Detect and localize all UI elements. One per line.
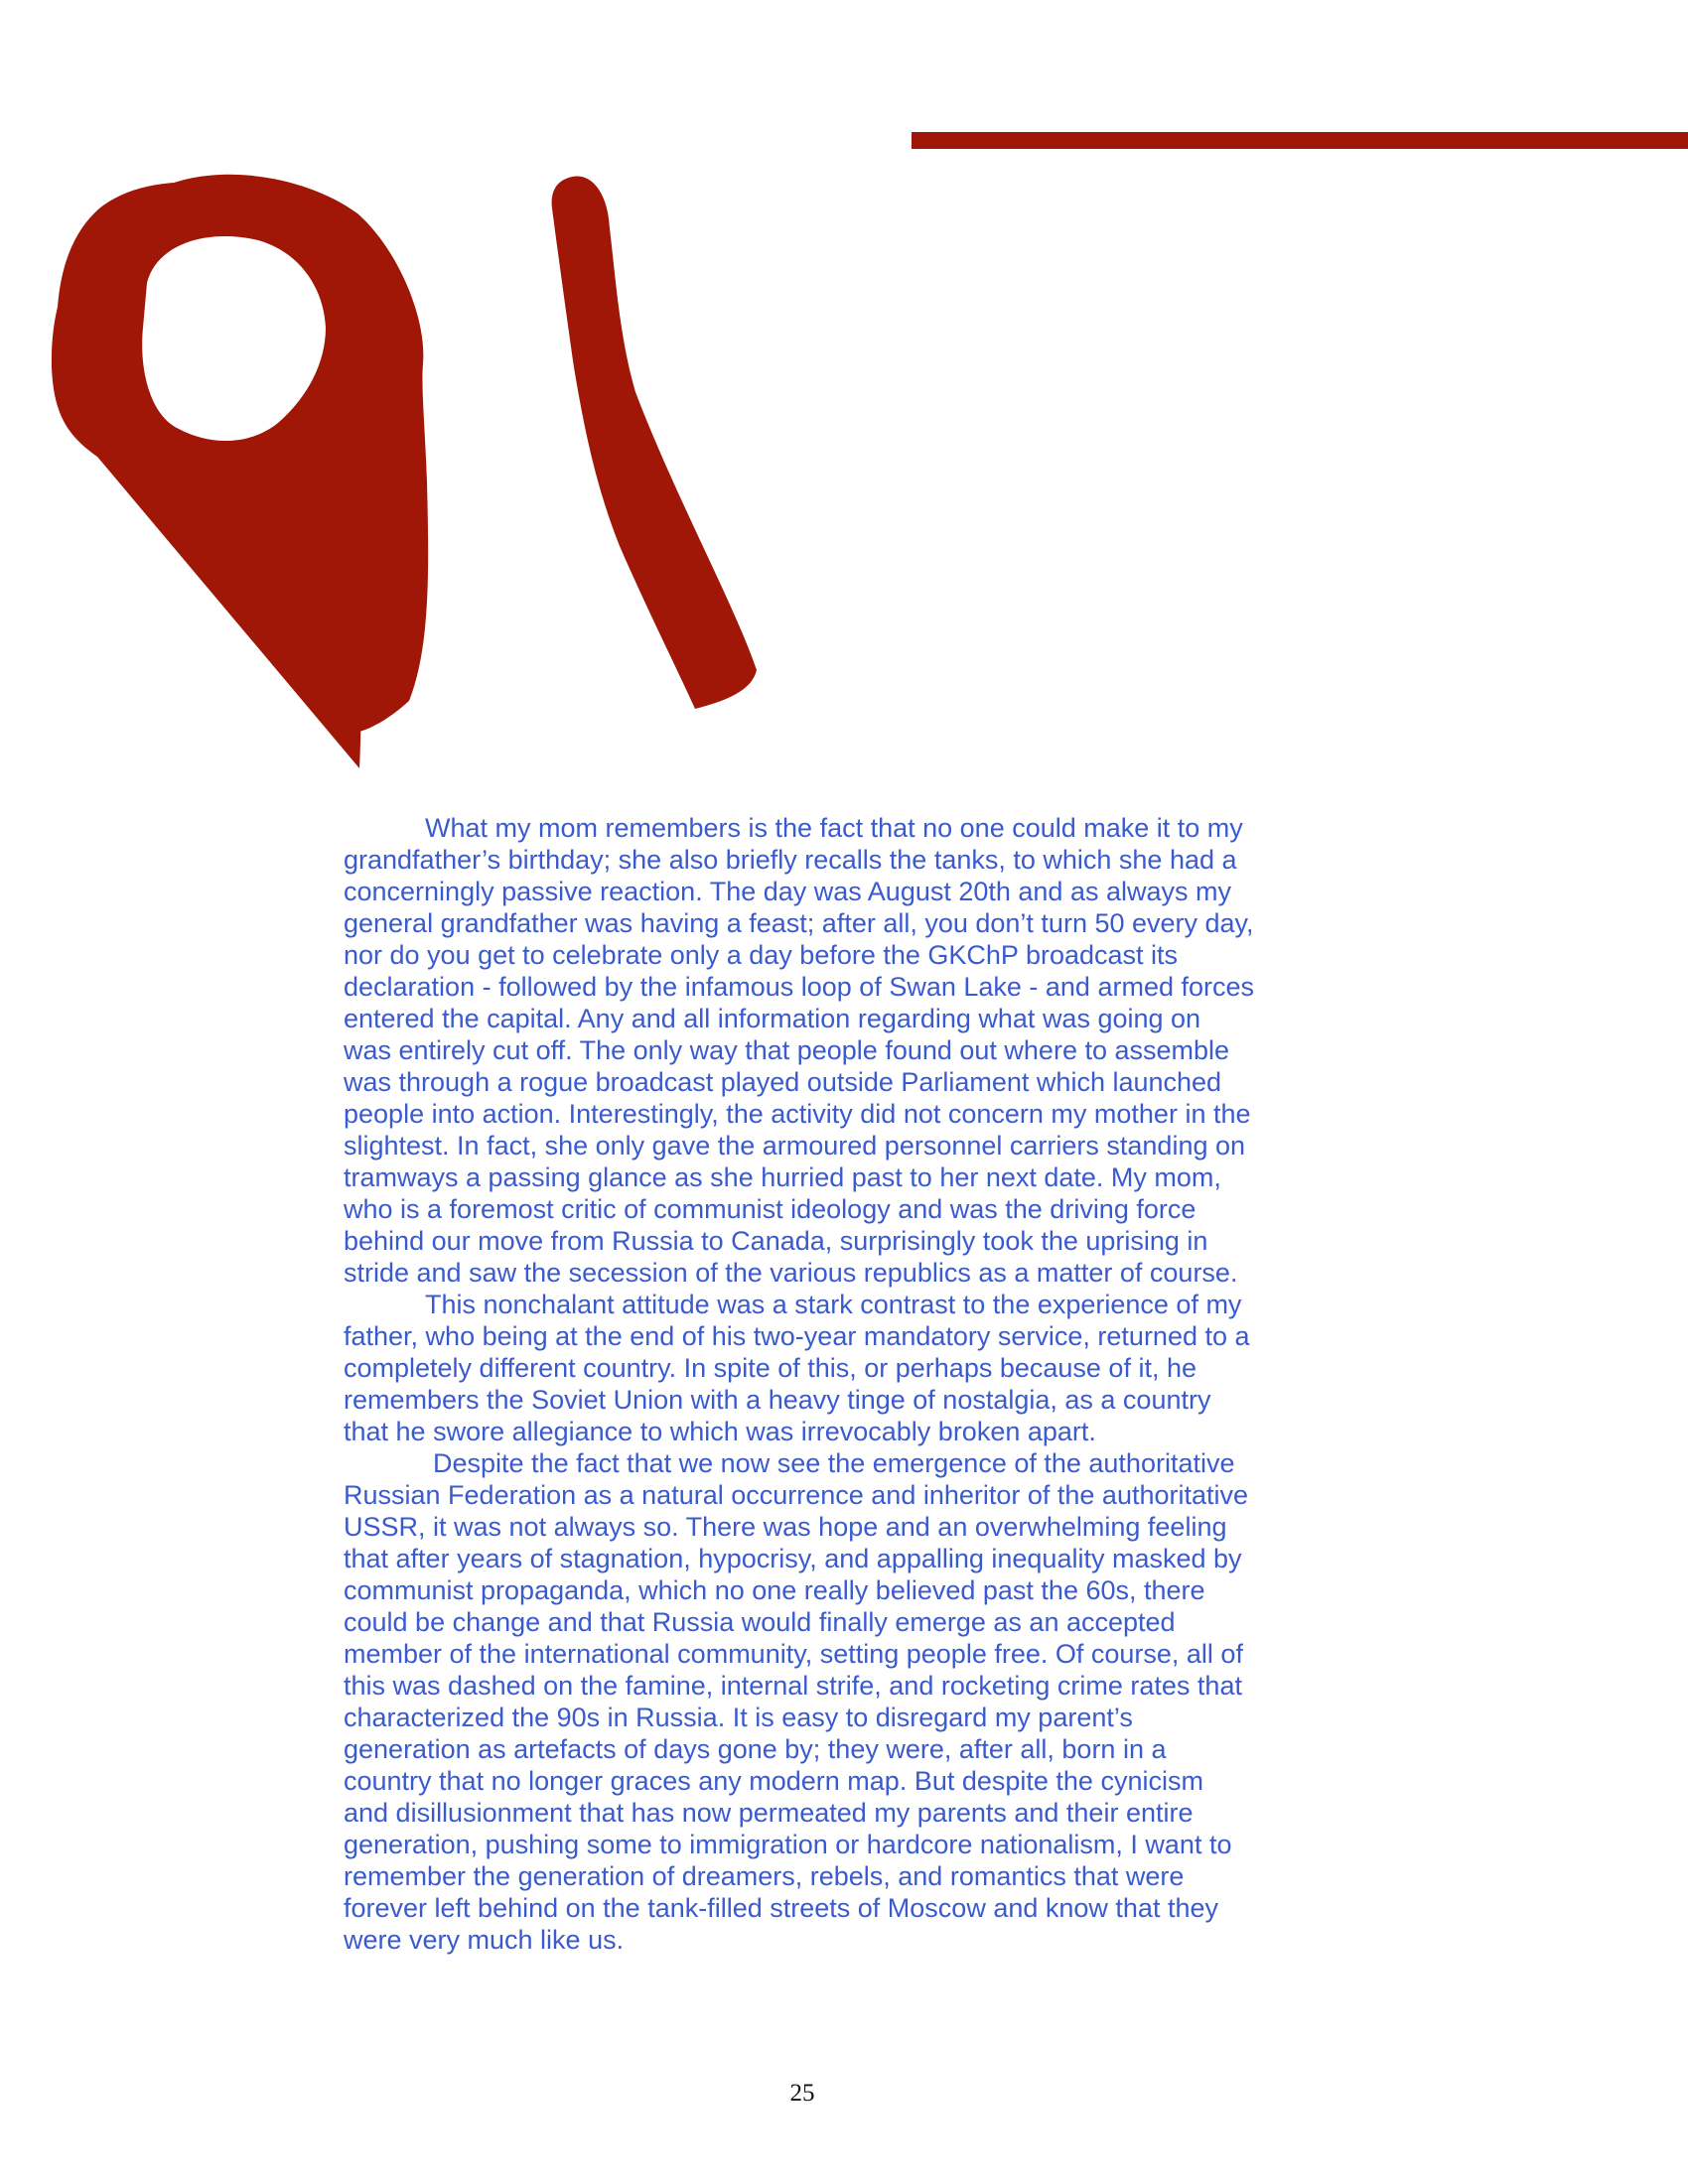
top-red-rule	[912, 132, 1688, 149]
headline-numeral-91	[40, 169, 774, 784]
page-number: 25	[789, 2080, 815, 2107]
numeral-1-stroke	[552, 176, 757, 709]
paragraph-3: Despite the fact that we now see the emergence of the authoritative Russian Federation as a natural occurrence and inheritor of the authoritative USSR, it was not always so. There was hope and an overwhelming feeling that after years of stagnation, hypocrisy, and appalling inequality masked by communist propaganda, which no one really believed past the 60s, there could be change and that Russia would finally emerge as an accepted member of the international community, setting people free. Of course, all of this was dashed on the famine, internal strife, and rocketing crime rates that characterized the 90s in Russia. It is easy to disregard my parent’s generation as artefacts of days gone by; they were, after all, born in a country that no longer graces any modern map. But despite the cynicism and disillusionment that has now permeated my parents and their entire generation, pushing some to immigration or hardcore nationalism, I want to remember the generation of dreamers, rebels, and romantics that were forever left behind on the tank-filled streets of Moscow and know that they were very much like us.	[344, 1448, 1249, 1955]
paragraph-1: What my mom remembers is the fact that no one could make it to my grandfather’s birthday; she also briefly recalls the tanks, to which she had a concerningly passive reaction. The day was August 20th and as always my general grandfather was having a feast; after all, you don’t turn 50 every day, nor do you get to celebrate only a day before the GKChP broadcast its declaration - followed by the infamous loop of Swan Lake - and armed forces entered the capital. Any and all information regarding what was going on was entirely cut off. The only way that people found out where to assemble was through a rogue broadcast played outside Parliament which launched people into action. Interestingly, the activity did not concern my mother in the slightest. In fact, she only gave the armoured personnel carriers standing on tramways a passing glance as she hurried past to her next date. My mom, who is a foremost critic of communist ideology and was the driving force behind our move from Russia to Canada, surprisingly took the uprising in stride and saw the secession of the various republics as a matter of course.	[344, 813, 1255, 1288]
article-body	[344, 812, 1336, 1956]
paragraph-2: This nonchalant attitude was a stark contrast to the experience of my father, who being at the end of his two-year mandatory service, returned to a completely different country. In spite of this, or perhaps because of it, he remembers the Soviet Union with a heavy tinge of nostalgia, as a country that he swore allegiance to which was irrevocably broken apart.	[344, 1290, 1250, 1446]
